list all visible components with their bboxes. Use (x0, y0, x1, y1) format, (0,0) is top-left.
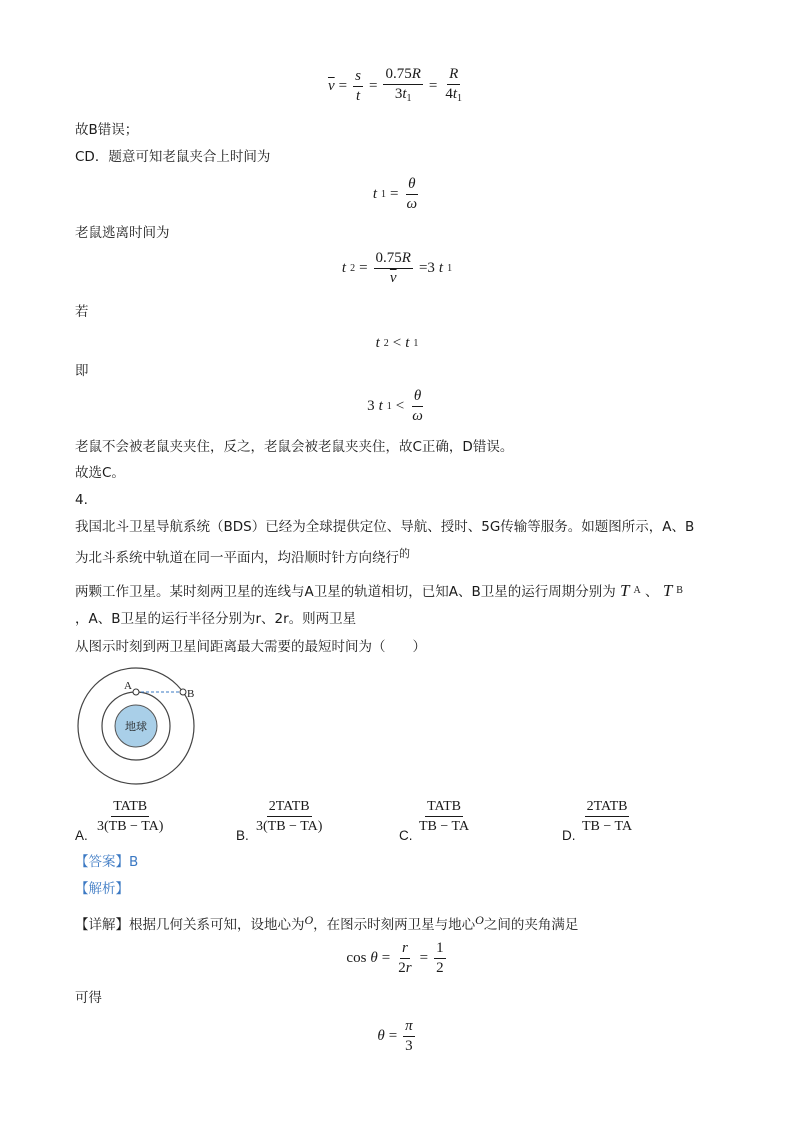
equation-condition: t 2 < t 1 (375, 335, 419, 351)
text-if: 若 (75, 304, 89, 320)
text-conclusion: 老鼠不会被老鼠夹夹住，反之，老鼠会被老鼠夹夹住，故C正确，D错误。 (75, 439, 514, 455)
satellite-a (133, 689, 139, 695)
option-b-letter: B. (236, 828, 249, 843)
equation-average-speed: $\overline{v}$ = $\frac{s}{t}$ = $\frac{0.75R}{3t_1}$ = $\frac{R}{4t_1}$ (327, 66, 462, 104)
option-b-formula (254, 798, 324, 835)
option-a[interactable] (75, 798, 225, 846)
satellite-a-label: A (124, 680, 132, 692)
detail-line (75, 911, 578, 934)
option-a-numerator: TATB (111, 798, 149, 817)
analysis-label: 【解析】 (75, 881, 129, 897)
text-escape-time: 老鼠逃离时间为 (75, 225, 170, 241)
option-b[interactable] (236, 798, 386, 846)
equation-escape-time: t 2 = $\frac{0.75R}{v}$ =3 t 1 (341, 250, 453, 286)
text-b-wrong: 故B错误； (75, 122, 139, 138)
question-line-3 (75, 582, 683, 601)
equation-trap-time: t 1 = $\frac{\theta}{\omega}$ (372, 176, 418, 212)
option-a-letter: A. (75, 828, 88, 843)
option-c[interactable] (399, 798, 519, 846)
option-d[interactable] (562, 798, 682, 846)
option-b-numerator: 2TATB (267, 798, 312, 817)
option-c-formula (417, 798, 471, 835)
question-line-3-sep: 、 (645, 584, 659, 600)
detail-text-a: 【详解】根据几何关系可知，设地心为 (75, 917, 305, 933)
satellite-b-label: B (187, 688, 195, 700)
option-c-numerator: TATB (425, 798, 463, 817)
question-line-1: 我国北斗卫星导航系统（BDS）已经为全球提供定位、导航、授时、5G传输等服务。如题图所示，A、B (75, 519, 695, 535)
satellite-b (180, 689, 186, 695)
answer-label: 【答案】B (75, 854, 139, 870)
option-a-formula (95, 798, 165, 835)
question-line-2-text: 为北斗系统中轨道在同一平面内，均沿顺时针方向绕行 (75, 550, 399, 566)
option-d-letter: D. (562, 828, 576, 843)
question-line-2 (75, 545, 410, 567)
text-choose-c: 故选C。 (75, 465, 125, 481)
option-a-denominator: 3(TB − TA) (97, 819, 164, 834)
option-d-formula (580, 798, 634, 835)
text-obtain: 可得 (75, 990, 102, 1006)
option-c-letter: C. (399, 828, 413, 843)
option-c-denominator: TB − TA (419, 819, 470, 834)
question-line-4: ，A、B卫星的运行半径分别为r、2r。则两卫星 (75, 611, 357, 627)
option-d-numerator: 2TATB (585, 798, 630, 817)
orbit-diagram (72, 664, 212, 796)
detail-text-c: 之间的夹角满足 (483, 917, 579, 933)
equation-theta: θ = $\frac{\pi}{3}$ (377, 1018, 413, 1054)
period-ta: T A (620, 581, 641, 600)
symbol-o-2: O (475, 913, 484, 927)
text-cd-intro: CD．题意可知老鼠夹合上时间为 (75, 149, 271, 165)
question-number: 4. (75, 492, 88, 508)
earth-label: 地球 (125, 720, 147, 733)
detail-text-b: ，在图示时刻两卫星与地心 (313, 917, 476, 933)
question-line-2-small: 的 (399, 547, 410, 560)
symbol-o-1: O (304, 913, 314, 927)
option-d-denominator: TB − TA (582, 819, 633, 834)
equation-inequality: 3 t 1 < $\frac{\theta}{\omega}$ (367, 388, 423, 424)
period-tb: T B (662, 581, 683, 600)
question-line-5: 从图示时刻到两卫星间距离最大需要的最短时间为（ ） (75, 639, 426, 655)
equation-cos-theta: cos θ = $\frac{r}{2r}$ = $\frac{1}{2}$ (346, 940, 444, 976)
question-line-3-text: 两颗工作卫星。某时刻两卫星的连线与A卫星的轨道相切，已知A、B卫星的运行周期分别为 (75, 584, 616, 600)
text-namely: 即 (75, 363, 89, 379)
option-b-denominator: 3(TB − TA) (256, 819, 323, 834)
